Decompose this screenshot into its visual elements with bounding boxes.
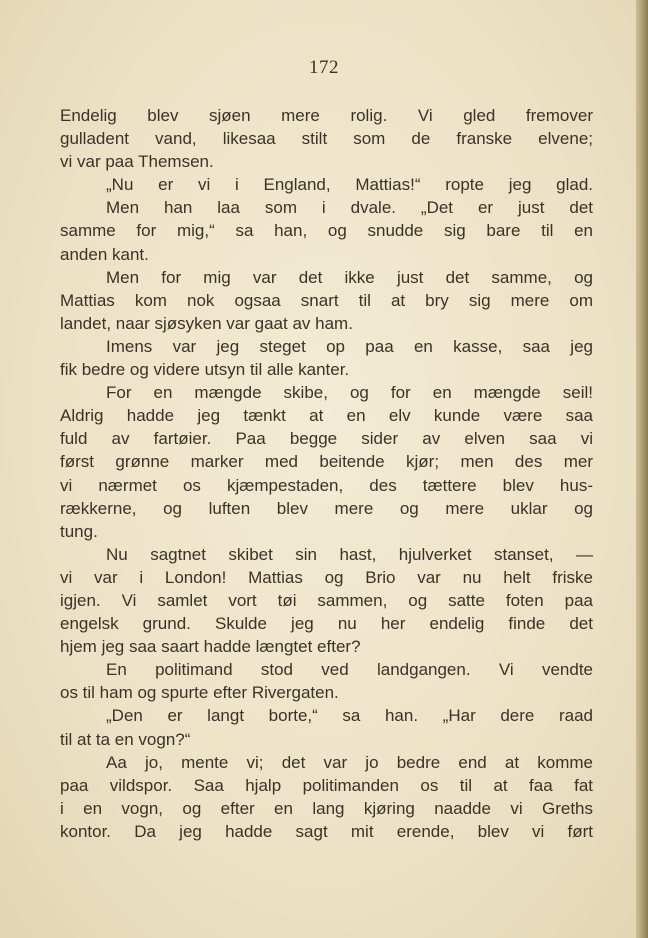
text-line: fik bedre og videre utsyn til alle kanter. [60, 360, 350, 380]
text-line: Men han laa som i dvale. „Det er just det [106, 198, 593, 218]
text-line: „Den er langt borte,“ sa han. „Har dere raad [106, 706, 593, 726]
text-line: først grønne marker med beitende kjør; men des mer [60, 452, 593, 472]
text-line: tung. [60, 521, 98, 541]
text-line: Aa jo, mente vi; det var jo bedre end at komme [106, 752, 593, 772]
text-line: gulladent vand, likesaa stilt som de franske elvene; [60, 129, 593, 149]
text-line: anden kant. [60, 244, 149, 264]
text-line: landet, naar sjøsyken var gaat av ham. [60, 313, 353, 333]
text-line: i en vogn, og efter en lang kjøring naadde vi Greths [60, 798, 593, 818]
page-edge [636, 0, 648, 938]
text-line: paa vildspor. Saa hjalp politimanden os til at faa fat [60, 775, 593, 795]
text-line: os til ham og spurte efter Rivergaten. [60, 683, 339, 703]
text-line: Aldrig hadde jeg tænkt at en elv kunde være saa [60, 406, 593, 426]
body-text [60, 104, 593, 843]
text-line: vi var i London! Mattias og Brio var nu helt friske [60, 567, 593, 587]
text-line: hjem jeg saa saart hadde længtet efter? [60, 637, 361, 657]
text-line: kontor. Da jeg hadde sagt mit erende, blev vi ført [60, 821, 593, 841]
text-line: til at ta en vogn?“ [60, 729, 191, 749]
page-number: 172 [309, 57, 339, 78]
text-line: samme for mig,“ sa han, og snudde sig bare til en [60, 221, 593, 241]
text-line: Imens var jeg steget op paa en kasse, saa jeg [106, 336, 593, 356]
text-line: vi var paa Themsen. [60, 152, 214, 172]
text-line: For en mængde skibe, og for en mængde seil! [106, 383, 593, 403]
text-line: igjen. Vi samlet vort tøi sammen, og satte foten paa [60, 590, 593, 610]
text-line: Mattias kom nok ogsaa snart til at bry sig mere om [60, 290, 593, 310]
text-line: rækkerne, og luften blev mere og mere uklar og [60, 498, 593, 518]
text-line: Men for mig var det ikke just det samme, og [106, 267, 593, 287]
text-line: Nu sagtnet skibet sin hast, hjulverket stanset, — [106, 544, 593, 564]
text-line: Endelig blev sjøen mere rolig. Vi gled fremover [60, 106, 593, 125]
text-line: engelsk grund. Skulde jeg nu her endelig finde det [60, 614, 593, 634]
text-line: fuld av fartøier. Paa begge sider av elven saa vi [60, 429, 593, 449]
text-line: En politimand stod ved landgangen. Vi vendte [106, 660, 593, 680]
text-line: „Nu er vi i England, Mattias!“ ropte jeg glad. [106, 175, 593, 195]
text-line: vi nærmet os kjæmpestaden, des tættere blev hus- [60, 475, 593, 495]
